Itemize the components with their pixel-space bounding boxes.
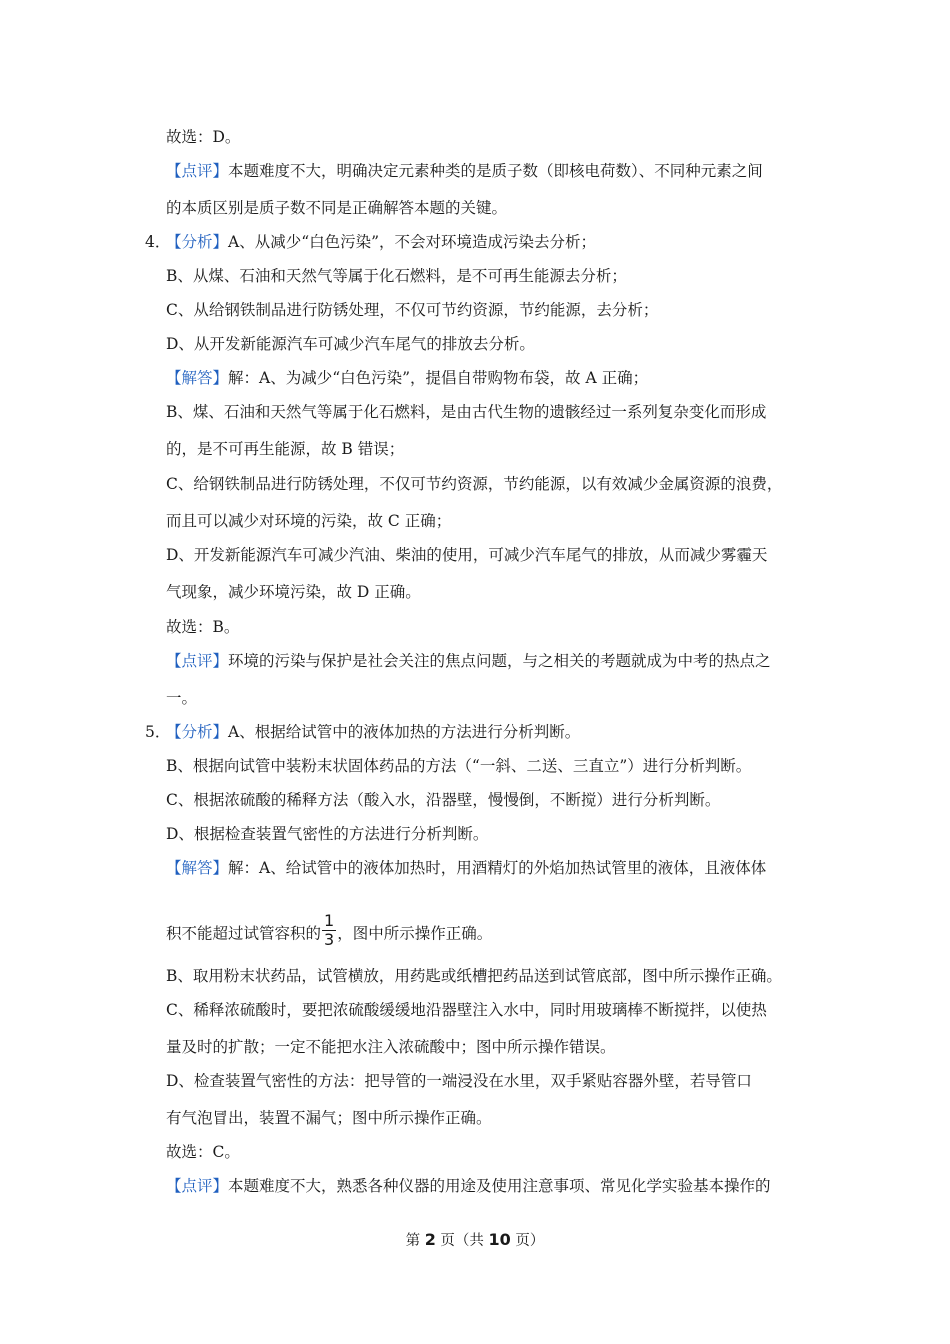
text-line: C、从给钢铁制品进行防锈处理，不仅可节约资源，节约能源，去分析； — [166, 301, 659, 319]
text-line: B、煤、石油和天然气等属于化石燃料，是由古代生物的遗骸经过一系列复杂变化而形成 — [166, 403, 767, 421]
text-line: 有气泡冒出，装置不漏气；图中所示操作正确。 — [166, 1109, 492, 1127]
text-line: D、检查装置气密性的方法：把导管的一端浸没在水里，双手紧贴容器外壁，若导管口 — [166, 1072, 752, 1090]
text-line: 【点评】环境的污染与保护是社会关注的焦点问题，与之相关的考题就成为中考的热点之 — [166, 652, 771, 670]
text-line: C、稀释浓硫酸时，要把浓硫酸缓缓地沿器壁注入水中，同时用玻璃棒不断搅拌，以使热 — [166, 1001, 767, 1019]
text-line: 【分析】A、根据给试管中的液体加热的方法进行分析判断。 — [166, 723, 581, 741]
text-line: D、开发新能源汽车可减少汽油、柴油的使用，可减少汽车尾气的排放，从而减少雾霾天 — [166, 546, 768, 564]
answer-tag: 【解答】 — [166, 369, 229, 387]
page-number: 2 — [424, 1230, 436, 1249]
page-footer: 第 2 页（共 10 页） — [405, 1230, 545, 1249]
text-line: D、从开发新能源汽车可减少汽车尾气的排放去分析。 — [166, 335, 535, 353]
text-line: 【分析】A、从减少“白色污染”，不会对环境造成污染去分析； — [166, 233, 597, 251]
text-line: 【点评】本题难度不大，熟悉各种仪器的用途及使用注意事项、常见化学实验基本操作的 — [166, 1177, 771, 1195]
comment-tag: 【点评】 — [166, 652, 229, 670]
total-pages: 10 — [488, 1230, 511, 1249]
text-line: C、根据浓硫酸的稀释方法（酸入水，沿器壁，慢慢倒，不断搅）进行分析判断。 — [166, 791, 721, 809]
text-line: B、根据向试管中装粉末状固体药品的方法（“一斜、二送、三直立”）进行分析判断。 — [166, 757, 752, 775]
text-line: B、取用粉末状药品，试管横放，用药匙或纸槽把药品送到试管底部，图中所示操作正确。 — [166, 967, 782, 985]
text-line: 的本质区别是质子数不同是正确解答本题的关键。 — [166, 199, 508, 217]
answer-tag: 【解答】 — [166, 859, 229, 877]
text-line: 积不能超过试管容积的 $\frac{1}{3}$ ，图中所示操作正确。 — [166, 911, 493, 949]
comment-tag: 【点评】 — [166, 1177, 229, 1195]
text-line: C、给钢铁制品进行防锈处理，不仅可节约资源，节约能源，以有效减少金属资源的浪费， — [166, 475, 783, 493]
question-number: 4． — [145, 233, 171, 251]
question-number: 5． — [145, 723, 171, 741]
text-line: 【解答】解：A、给试管中的液体加热时，用酒精灯的外焰加热试管里的液体，且液体体 — [166, 859, 767, 877]
text-line: 故选：B。 — [166, 618, 240, 636]
text-line: 的，是不可再生能源，故 B 错误； — [166, 440, 405, 458]
text-line: 一。 — [166, 689, 198, 707]
text-line: 【解答】解：A、为减少“白色污染”，提倡自带购物布袋，故 A 正确； — [166, 369, 649, 387]
text-line: 而且可以减少对环境的污染，故 C 正确； — [166, 512, 452, 530]
text-line: 【点评】本题难度不大，明确决定元素种类的是质子数（即核电荷数）、不同种元素之间 — [166, 162, 763, 180]
fraction-one-third: $\frac{1}{3}$ — [324, 911, 335, 949]
text-line: D、根据检查装置气密性的方法进行分析判断。 — [166, 825, 489, 843]
text-line: 气现象，减少环境污染，故 D 正确。 — [166, 583, 421, 601]
text-line: 故选：C。 — [166, 1143, 240, 1161]
comment-tag: 【点评】 — [166, 162, 229, 180]
text-line: 量及时的扩散；一定不能把水注入浓硫酸中；图中所示操作错误。 — [166, 1038, 616, 1056]
analysis-tag: 【分析】 — [166, 233, 229, 251]
text-line: 故选：D。 — [166, 128, 241, 146]
analysis-tag: 【分析】 — [166, 723, 229, 741]
text-line: B、从煤、石油和天然气等属于化石燃料，是不可再生能源去分析； — [166, 267, 627, 285]
